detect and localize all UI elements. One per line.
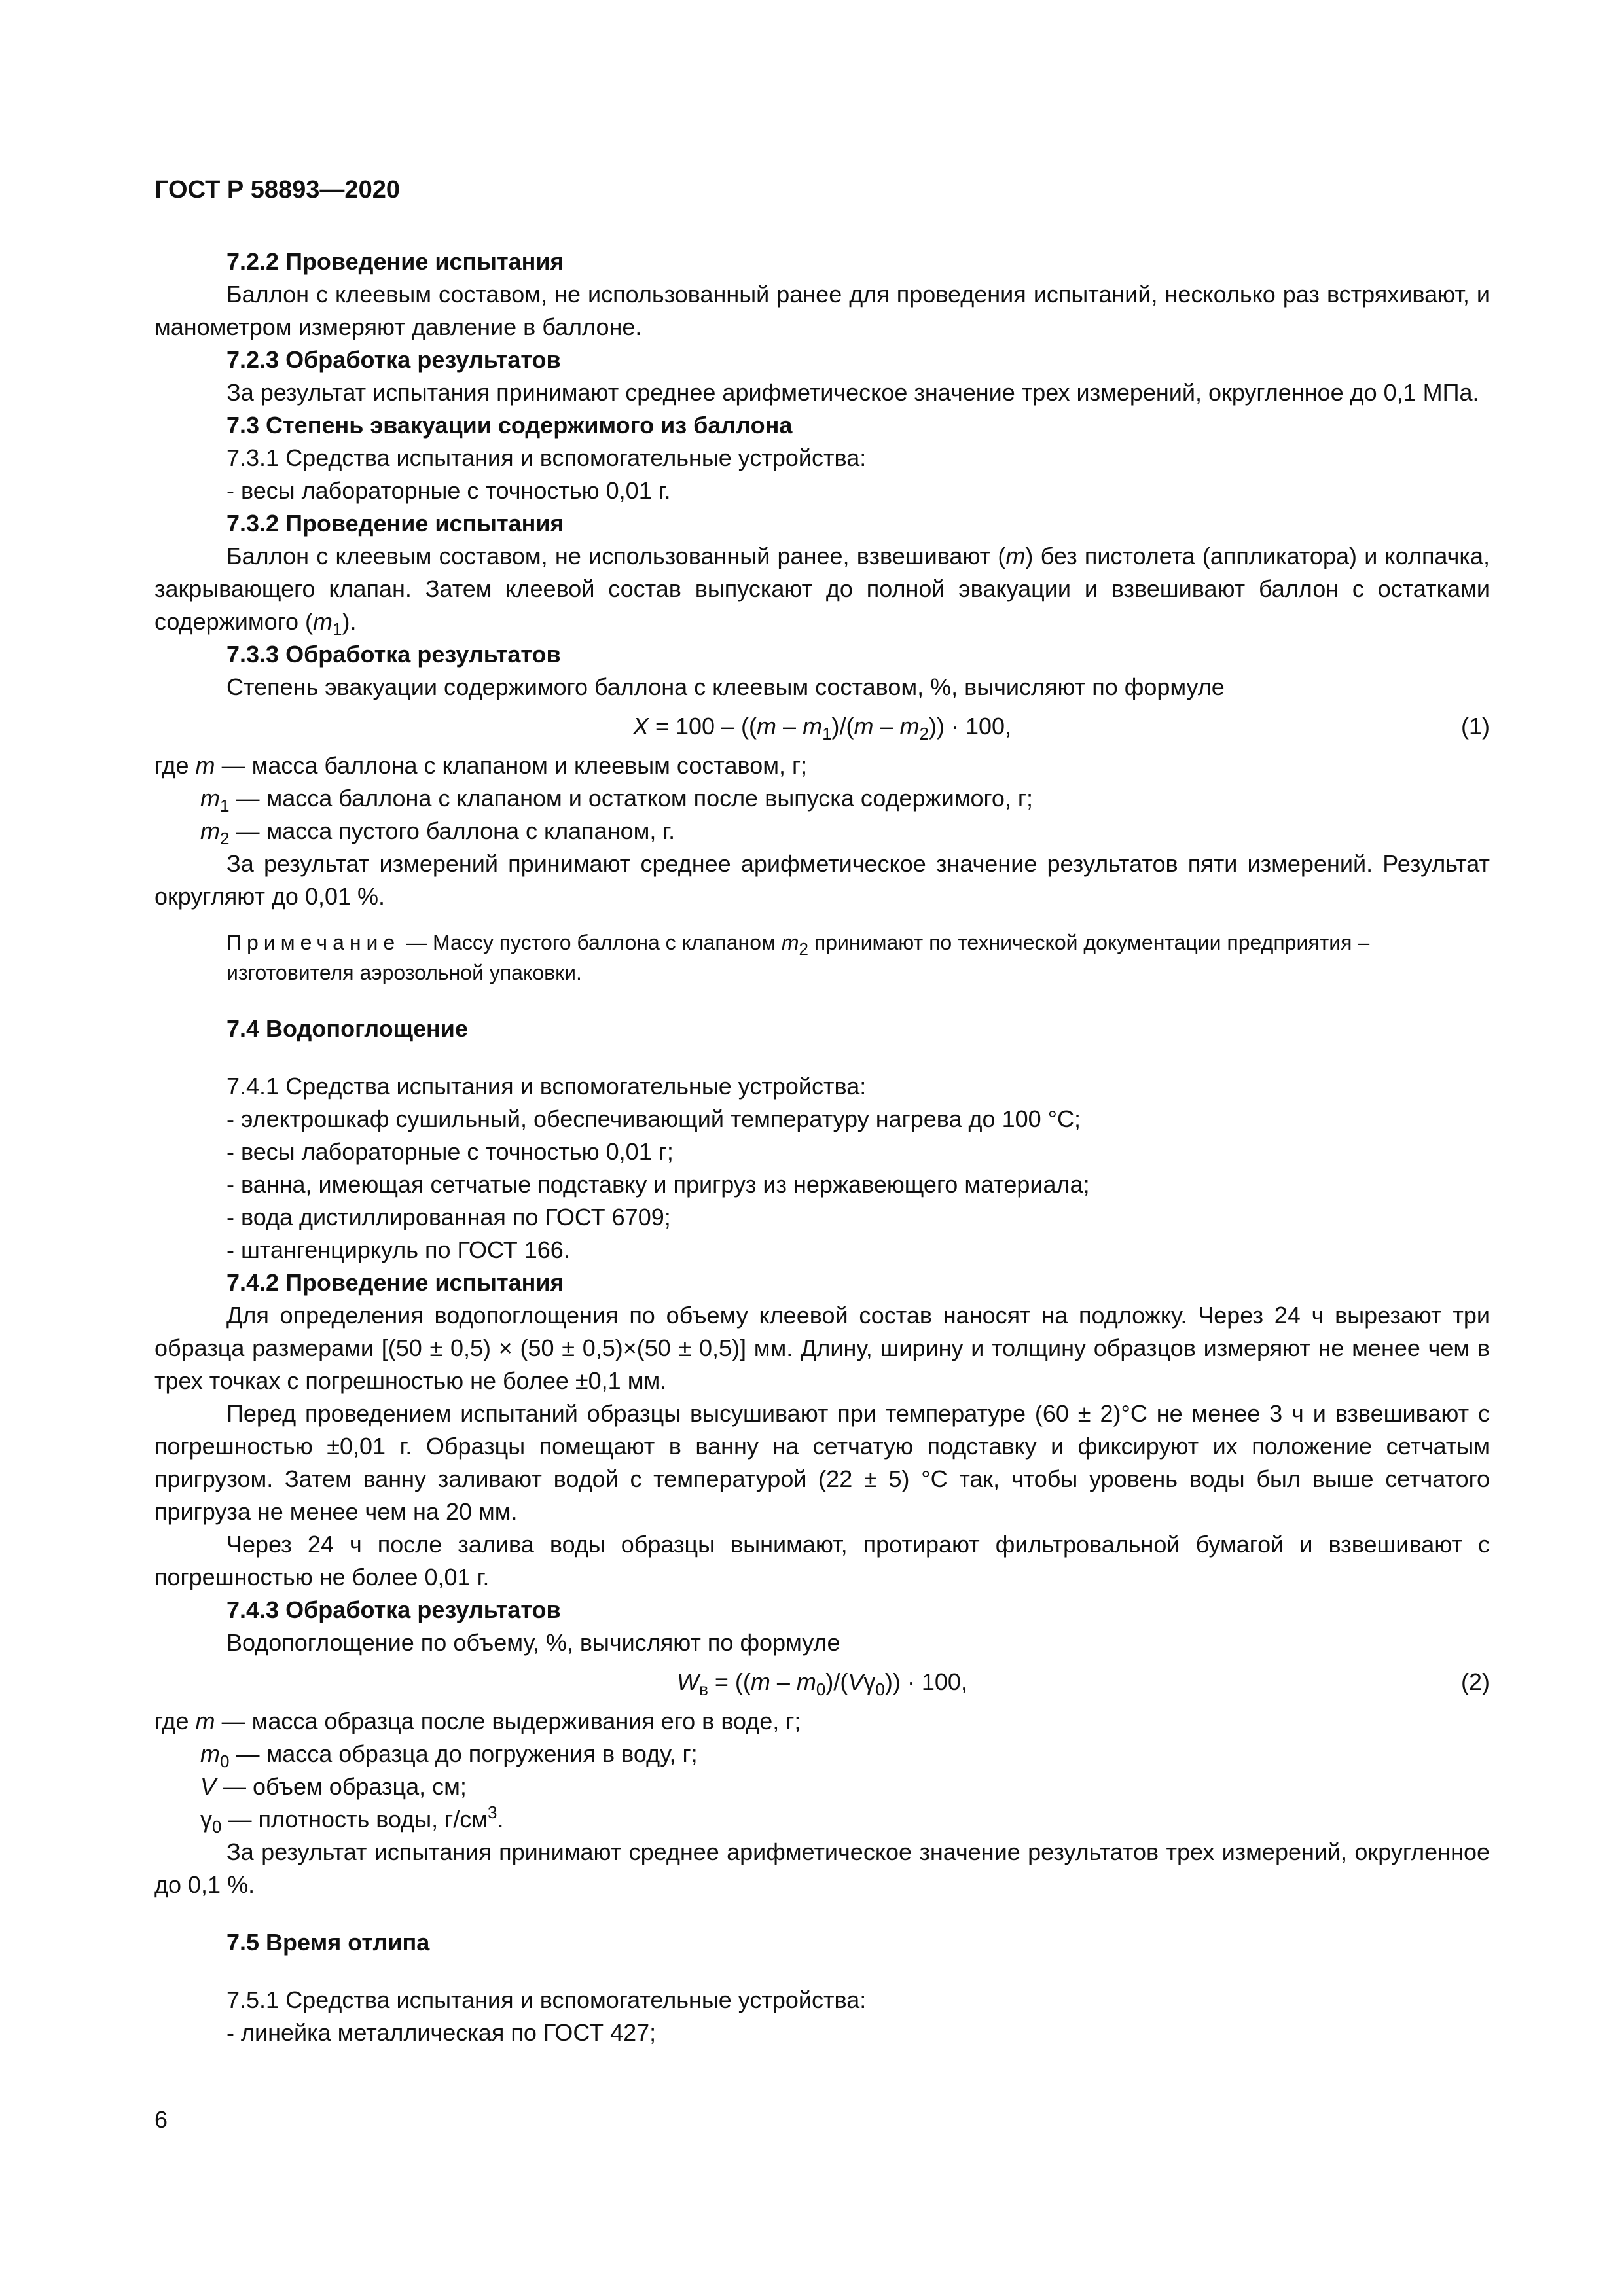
- paragraph: Степень эвакуации содержимого баллона с клеевым составом, %, вычисляют по формуле: [226, 673, 1225, 700]
- formula-number: (1): [1461, 713, 1490, 740]
- list-item: - линейка металлическая по ГОСТ 427;: [226, 2019, 657, 2046]
- where-line: где m — масса баллона с клапаном и клеевым составом, г;: [154, 752, 808, 779]
- formula-expression: $X = 100 - ((m - m_1)/(m - m_2)) \cdot 100$,: [632, 713, 1012, 744]
- list-intro: 7.4.1 Средства испытания и вспомогательные устройства:: [226, 1073, 867, 1100]
- list-item: - электрошкаф сушильный, обеспечивающий температуру нагрева до 100 °С;: [226, 1105, 1081, 1132]
- paragraph: За результат испытания принимают среднее арифметическое значение результатов трех измерений, округленное до 0,1 %.: [154, 1839, 1490, 1898]
- paragraph: Баллон с клеевым составом, не использованный ранее, взвешивают (m) без пистолета (аппликатора) и колпачка, закрывающего клапан. Затем клеевой состав выпускают до полной эвакуации и взвешивают баллон с остатками содержимого $(m_1)$.: [154, 543, 1490, 639]
- list-item: - весы лабораторные с точностью 0,01 г.: [226, 477, 671, 504]
- where-line: где m — масса образца после выдерживания его в воде, г;: [154, 1708, 801, 1734]
- heading-7-3: 7.3 Степень эвакуации содержимого из баллона: [226, 412, 793, 439]
- page-number: 6: [154, 2106, 168, 2133]
- where-line: $m_0$ — масса образца до погружения в воду, г;: [200, 1740, 698, 1771]
- list-intro: 7.3.1 Средства испытания и вспомогательные устройства:: [226, 444, 867, 471]
- standard-designation: ГОСТ Р 58893—2020: [154, 176, 400, 204]
- formula-1: [154, 704, 1490, 749]
- paragraph: За результат испытания принимают среднее арифметическое значение трех измерений, округленное до 0,1 МПа.: [226, 379, 1479, 406]
- where-line: $m_1$ — масса баллона с клапаном и остатком после выпуска содержимого, г;: [200, 785, 1033, 816]
- heading-7-4: 7.4 Водопоглощение: [226, 1015, 468, 1042]
- heading-7-3-2: 7.3.2 Проведение испытания: [226, 510, 564, 537]
- list-intro: 7.5.1 Средства испытания и вспомогательные устройства:: [226, 1986, 867, 2013]
- formula-number: (2): [1461, 1668, 1490, 1695]
- where-line: $\gamma_0$ — плотность воды, $г/см^3$.: [200, 1803, 504, 1837]
- list-item: - штангенциркуль по ГОСТ 166.: [226, 1236, 570, 1263]
- heading-7-2-2: 7.2.2 Проведение испытания: [226, 248, 564, 275]
- paragraph: Перед проведением испытаний образцы высушивают при температуре (60 ± 2)°С не менее 3 ч и взвешивают с погрешностью ±0,01 г. Образцы помещают в ванну на сетчатую подставку и фиксируют их положение сетчатым пригрузом. Затем ванну заливают водой с температурой (22 ± 5) °С так, чтобы уровень воды был выше сетчатого пригруза не менее чем на 20 мм.: [154, 1400, 1490, 1525]
- paragraph: Через 24 ч после залива воды образцы вынимают, протирают фильтровальной бумагой и взвешивают с погрешностью не более 0,01 г.: [154, 1531, 1490, 1590]
- list-item: - весы лабораторные с точностью 0,01 г;: [226, 1138, 674, 1165]
- heading-7-2-3: 7.2.3 Обработка результатов: [226, 346, 561, 373]
- formula-2: [154, 1659, 1490, 1705]
- formula-expression: $W_в = ((m - m_0)/(V\gamma_0)) \cdot 100$,: [677, 1668, 967, 1699]
- heading-7-4-3: 7.4.3 Обработка результатов: [226, 1596, 561, 1623]
- heading-7-5: 7.5 Время отлипа: [226, 1929, 430, 1956]
- paragraph: Баллон с клеевым составом, не использованный ранее для проведения испытаний, несколько раз встряхивают, и манометром измеряют давление в баллоне.: [154, 281, 1490, 340]
- list-item: - ванна, имеющая сетчатые подставку и пригруз из нержавеющего материала;: [226, 1171, 1090, 1198]
- where-line: V — объем образца, см;: [200, 1773, 467, 1800]
- paragraph: Водопоглощение по объему, %, вычисляют по формуле: [226, 1629, 840, 1656]
- list-item: - вода дистиллированная по ГОСТ 6709;: [226, 1204, 671, 1230]
- heading-7-4-2: 7.4.2 Проведение испытания: [226, 1269, 564, 1296]
- note: Примечание — Массу пустого баллона с клапаном $m_2$ принимают по технической документации предприятия – изготовителя аэрозольной упаковки.: [226, 931, 1370, 984]
- paragraph: За результат измерений принимают среднее арифметическое значение результатов пяти измерений. Результат округляют до 0,01 %.: [154, 850, 1490, 910]
- heading-7-3-3: 7.3.3 Обработка результатов: [226, 641, 561, 668]
- paragraph: Для определения водопоглощения по объему клеевой состав наносят на подложку. Через 24 ч вырезают три образца размерами [(50 ± 0,5) × (50 ± 0,5)×(50 ± 0,5)] мм. Длину, ширину и толщину образцов измеряют не менее чем в трех точках с погрешностью не более ±0,1 мм.: [154, 1302, 1490, 1394]
- where-line: $m_2$ — масса пустого баллона с клапаном, г.: [200, 817, 676, 848]
- document-body: [154, 245, 1490, 2049]
